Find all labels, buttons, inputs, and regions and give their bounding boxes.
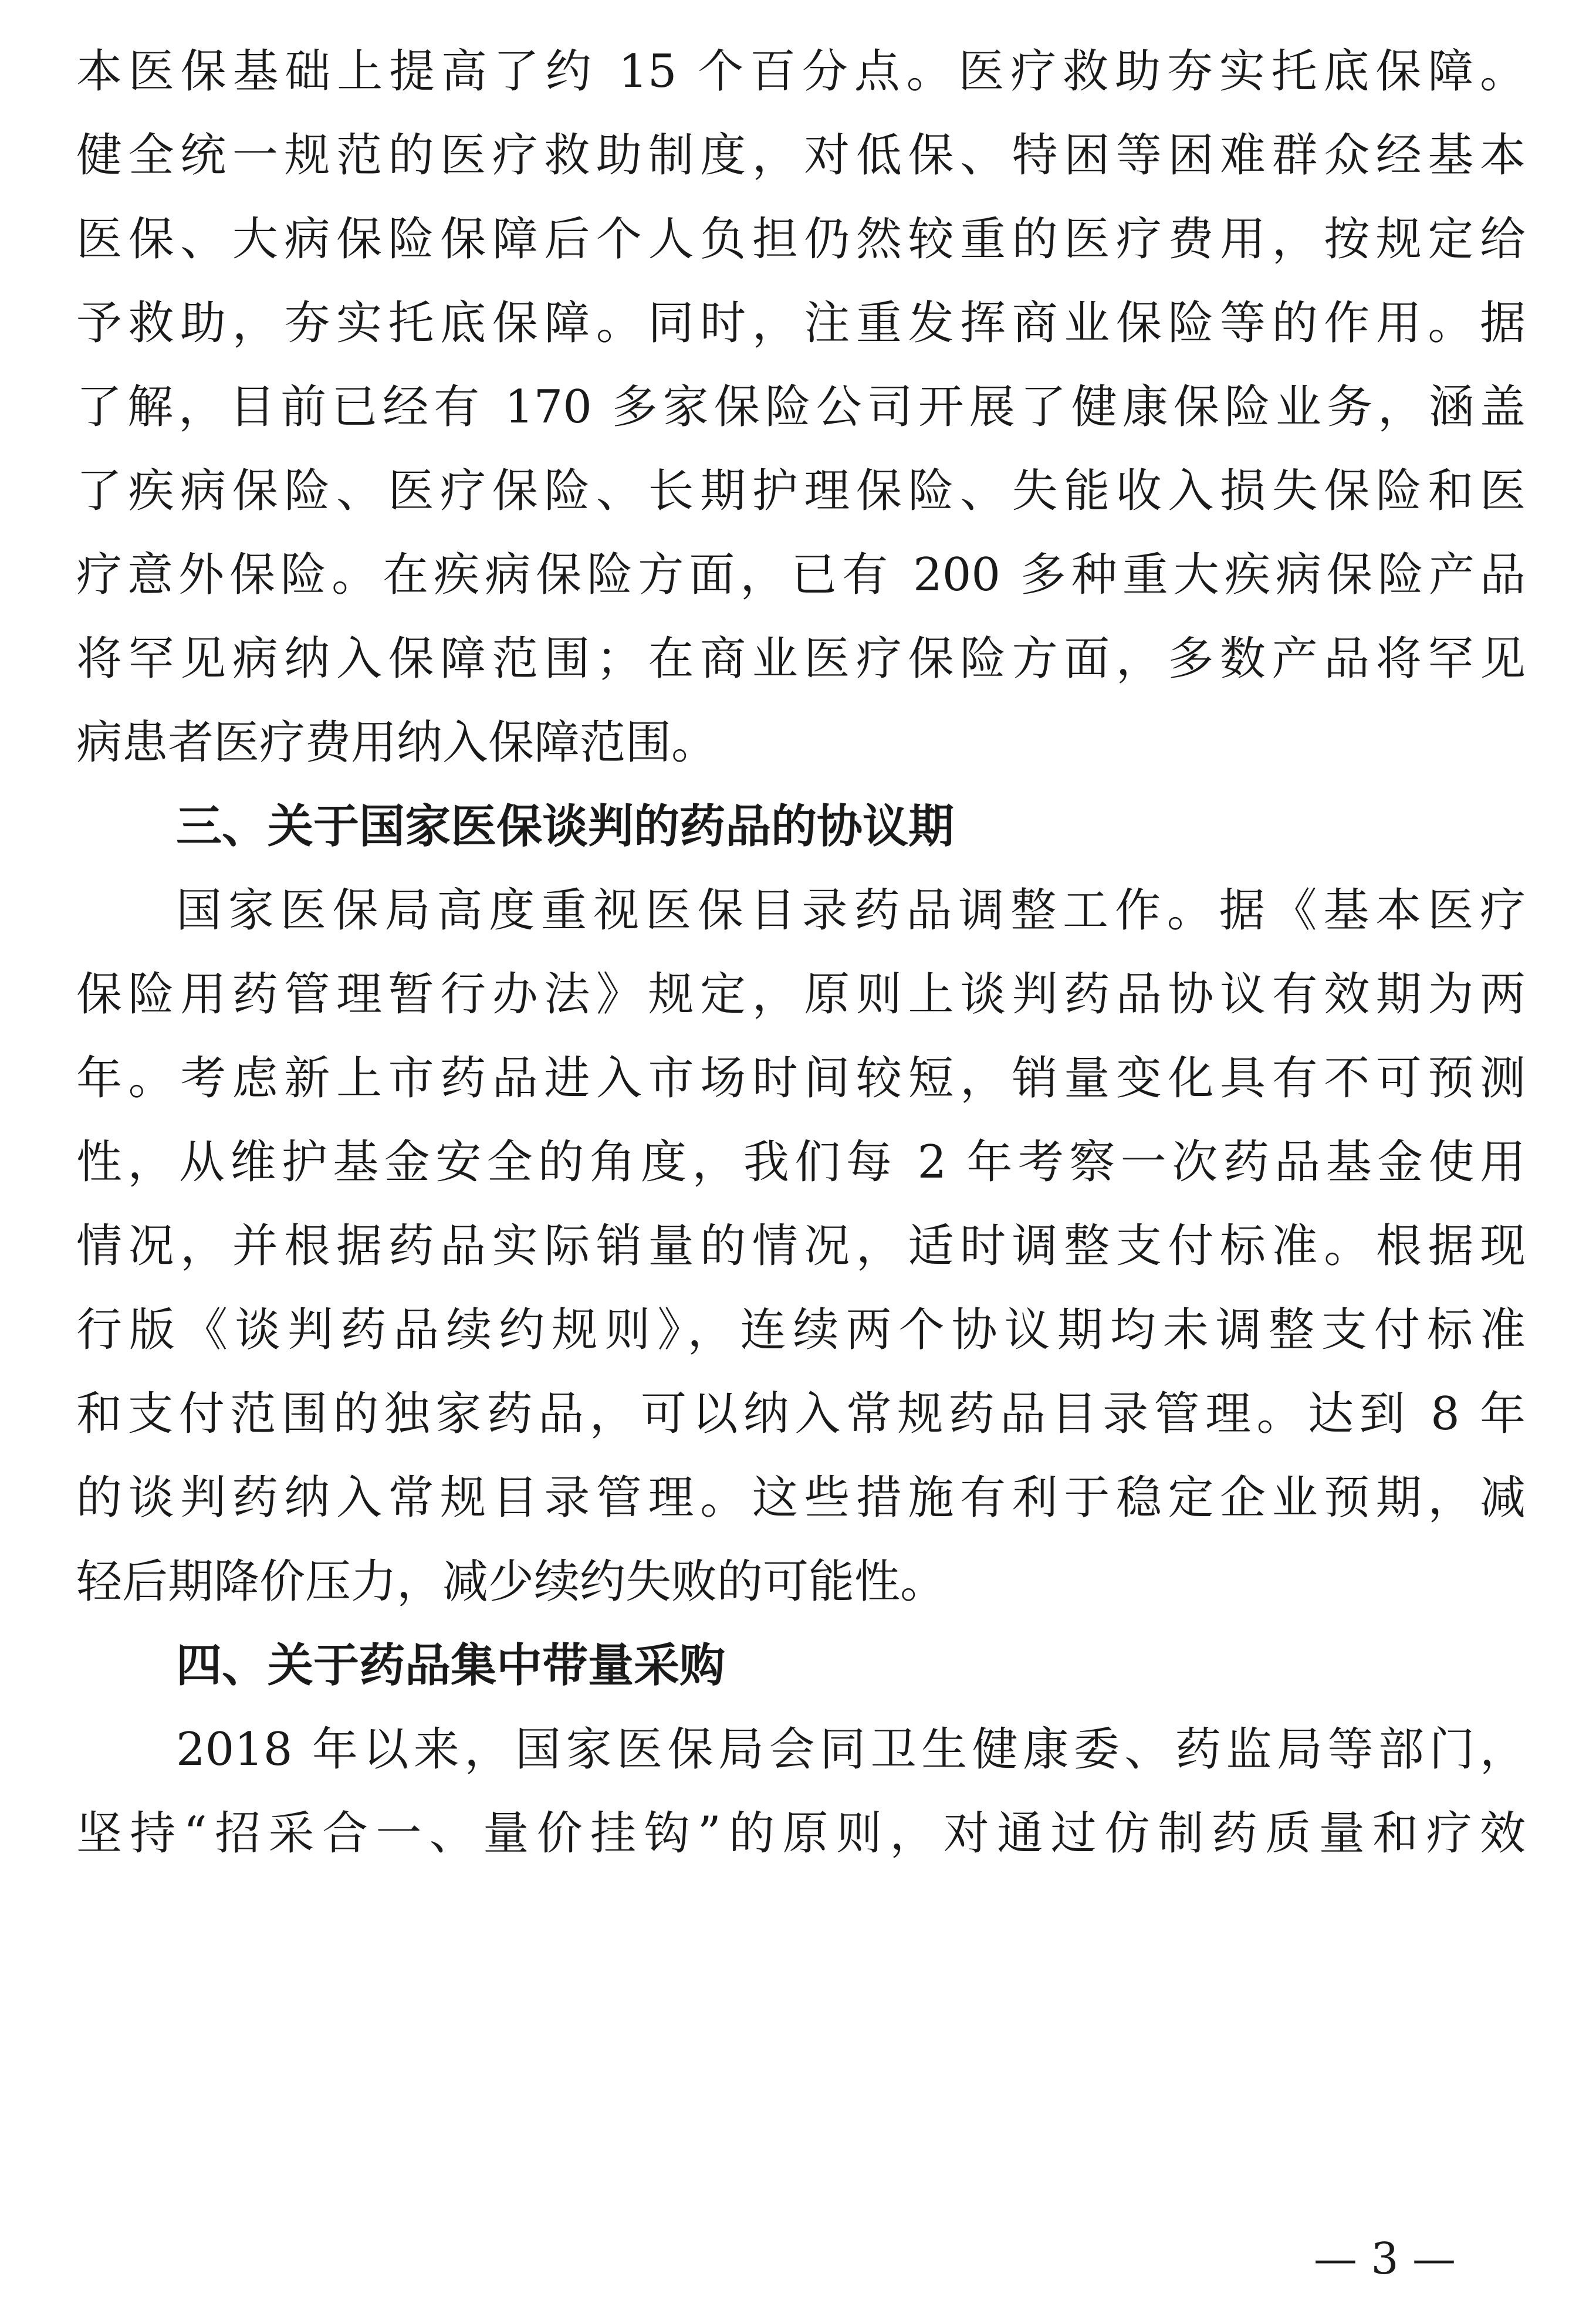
body-text-line: 行版《谈判药品续约规则》，连续两个协议期均未调整支付标准	[76, 1304, 1526, 1357]
body-text-line: 将罕见病纳入保障范围；在商业医疗保险方面，多数产品将罕见	[76, 632, 1526, 685]
body-text-line: 了解，目前已经有 170 多家保险公司开展了健康保险业务，涵盖	[76, 381, 1526, 434]
body-text-line: 健全统一规范的医疗救助制度，对低保、特困等困难群众经基本	[76, 129, 1526, 182]
paragraph-first-line: 2018 年以来，国家医保局会同卫生健康委、药监局等部门，	[176, 1723, 1526, 1776]
body-text-line: 病患者医疗费用纳入保障范围。	[76, 716, 718, 769]
paragraph-first-line: 国家医保局高度重视医保目录药品调整工作。据《基本医疗	[176, 884, 1526, 937]
body-text-line: 医保、大病保险保障后个人负担仍然较重的医疗费用，按规定给	[76, 213, 1526, 266]
body-text-line: 本医保基础上提高了约 15 个百分点。医疗救助夯实托底保障。	[76, 45, 1526, 98]
body-text-line: 性，从维护基金安全的角度，我们每 2 年考察一次药品基金使用	[76, 1136, 1526, 1189]
body-text-line: 和支付范围的独家药品，可以纳入常规药品目录管理。达到 8 年	[76, 1388, 1526, 1440]
body-text-line: 情况，并根据药品实际销量的情况，适时调整支付标准。根据现	[76, 1220, 1526, 1273]
body-text-line: 轻后期降价压力，减少续约失败的可能性。	[76, 1555, 946, 1608]
body-text-line: 疗意外保险。在疾病保险方面，已有 200 多种重大疾病保险产品	[76, 549, 1526, 601]
body-text-line: 了疾病保险、医疗保险、长期护理保险、失能收入损失保险和医	[76, 465, 1526, 518]
body-text-line: 的谈判药纳入常规目录管理。这些措施有利于稳定企业预期，减	[76, 1472, 1526, 1524]
section-heading-3: 三、关于国家医保谈判的药品的协议期	[176, 800, 955, 853]
body-text-line: 坚持“招采合一、量价挂钩”的原则，对通过仿制药质量和疗效	[76, 1807, 1526, 1860]
body-text-line: 保险用药管理暂行办法》规定，原则上谈判药品协议有效期为两	[76, 968, 1526, 1021]
body-text-line: 予救助，夯实托底保障。同时，注重发挥商业保险等的作用。据	[76, 297, 1526, 350]
body-text-line: 年。考虑新上市药品进入市场时间较短，销量变化具有不可预测	[76, 1052, 1526, 1105]
page-number: — 3 —	[1313, 2234, 1456, 2284]
section-heading-4: 四、关于药品集中带量采购	[176, 1639, 726, 1692]
